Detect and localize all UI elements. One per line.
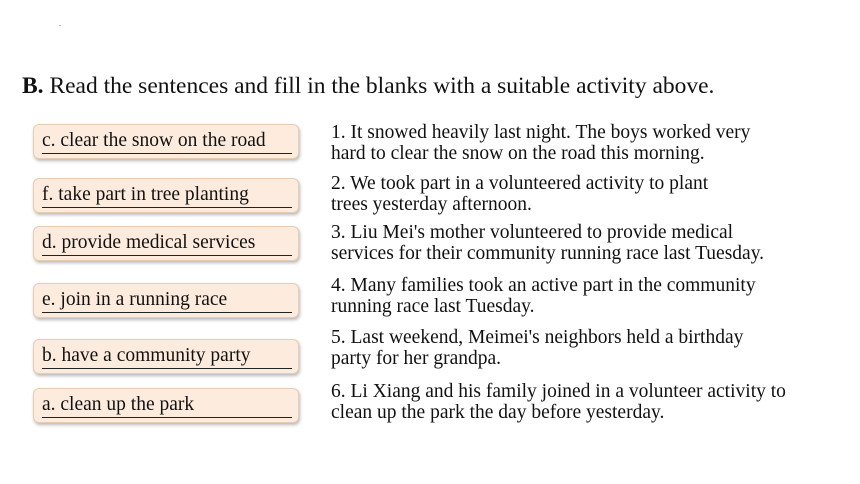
sentence-3 bbox=[331, 222, 764, 264]
decorative-dot: . bbox=[59, 19, 61, 28]
sentence-4-line-2: running race last Tuesday. bbox=[331, 296, 535, 317]
sentence-5-line-2: party for her grandpa. bbox=[331, 348, 502, 369]
sentence-3-line-1: 3. Liu Mei's mother volunteered to provide medical bbox=[331, 222, 734, 243]
sentence-2-line-1: 2. We took part in a volunteered activity to plant bbox=[331, 173, 709, 194]
sentence-3-line-2: services for their community running race last Tuesday. bbox=[331, 243, 765, 264]
answer-text-5: b. have a community party bbox=[42, 345, 292, 369]
sentence-2-line-2: trees yesterday afternoon. bbox=[331, 194, 532, 215]
answer-box-6 bbox=[33, 388, 299, 423]
sentence-6-line-2: clean up the park the day before yesterday. bbox=[331, 402, 665, 423]
answer-text-2: f. take part in tree planting bbox=[42, 184, 292, 208]
exercise-label: B. bbox=[22, 73, 44, 99]
sentence-4 bbox=[331, 275, 756, 317]
exercise-instruction: Read the sentences and fill in the blanks with a suitable activity above. bbox=[49, 73, 715, 99]
answer-box-3 bbox=[33, 226, 299, 261]
answer-text-1: c. clear the snow on the road bbox=[42, 130, 292, 154]
sentence-5-line-1: 5. Last weekend, Meimei's neighbors held a birthday bbox=[331, 327, 744, 348]
answer-box-2 bbox=[33, 178, 299, 213]
sentence-1-line-2: hard to clear the snow on the road this morning. bbox=[331, 143, 705, 164]
sentence-1 bbox=[331, 122, 750, 164]
sentence-4-line-1: 4. Many families took an active part in the community bbox=[331, 275, 756, 296]
sentence-6 bbox=[331, 381, 786, 423]
answer-text-4: e. join in a running race bbox=[42, 289, 292, 313]
answer-box-1 bbox=[33, 124, 299, 159]
answer-text-3: d. provide medical services bbox=[42, 232, 292, 256]
answer-text-6: a. clean up the park bbox=[42, 394, 292, 418]
answer-box-4 bbox=[33, 283, 299, 318]
exercise-heading bbox=[22, 71, 714, 101]
sentence-2 bbox=[331, 173, 708, 215]
answer-box-5 bbox=[33, 339, 299, 374]
sentence-5 bbox=[331, 327, 743, 369]
sentence-6-line-1: 6. Li Xiang and his family joined in a volunteer activity to bbox=[331, 381, 786, 402]
sentence-1-line-1: 1. It snowed heavily last night. The boys worked very bbox=[331, 122, 751, 143]
